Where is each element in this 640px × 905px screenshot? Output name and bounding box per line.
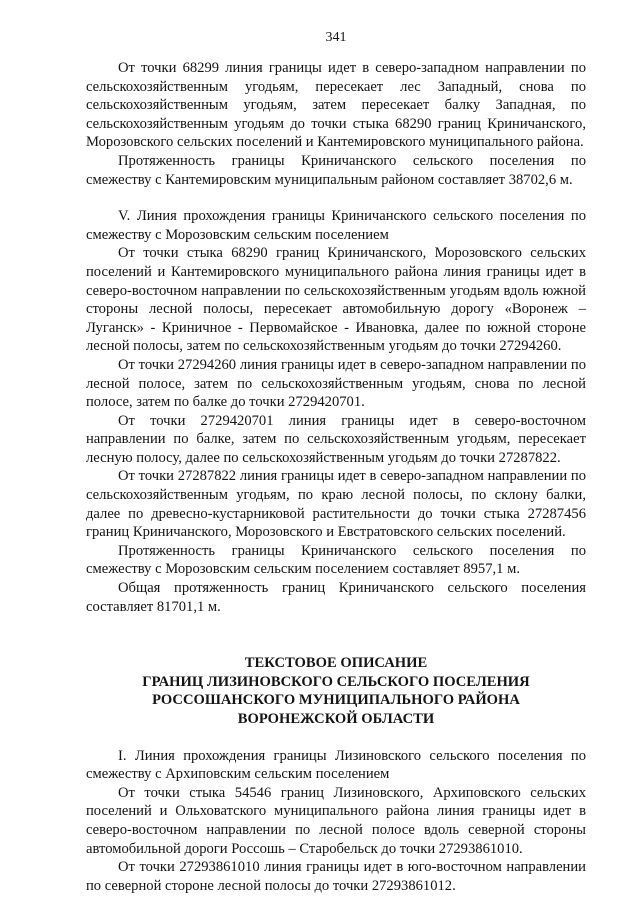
heading-line: ТЕКСТОВОЕ ОПИСАНИЕ [244,655,428,672]
paragraph: От точки стыка 54546 границ Лизиновского, Архиповского сельских поселений и Ольховатского муниципального района линия границы идет в северо-восточном направлении по лесной полосе вдоль северной стороны автомобильной дороги Россошь – Старобельск до точки 27293861010. [86,784,586,857]
heading-line: ВОРОНЕЖСКОЙ ОБЛАСТИ [237,711,435,727]
paragraph: Общая протяженность границ Криничанского сельского поселения составляет 81701,1 м. [86,580,586,615]
paragraph: От точки 27294260 линия границы идет в северо-западном направлении по лесной полосе, затем по сельскохозяйственным угодьям, снова по лесной полосе, затем по балке до точки 2729420701. [86,356,586,411]
paragraph: От точки 27293861010 линия границы идет в юго-восточном направлении по северной стороне лесной полосы до точки 27293861012. [86,859,586,894]
paragraph: Протяженность границы Криничанского сельского поселения по смежеству с Кантемировским муниципальным районом составляет 38702,6 м. [86,152,586,188]
heading-line: ГРАНИЦ ЛИЗИНОВСКОГО СЕЛЬСКОГО ПОСЕЛЕНИЯ [142,673,530,690]
spacer [86,729,586,747]
spacer [86,189,586,207]
section-v-title: V. Линия прохождения границы Криничанского сельского поселения по смежеству с Морозовским сельским поселением [86,208,586,243]
paragraph: От точки стыка 68290 границ Криничанского, Морозовского сельских поселений и Кантемировского муниципального района линия границы идет в северо-восточном направлении по сельскохозяйственным угодьям вдоль южной стороны лесной полосы, пересекает автомобильную дорогу «Воронеж – Луганск» - Криничное - Первомайское - Ивановка, далее по южной стороне лесной полосы, затем по сельскохозяйственным угодьям до точки 27294260. [86,245,586,355]
paragraph: Протяженность границы Криничанского сельского поселения по смежеству с Морозовским сельским поселением составляет 8957,1 м. [86,542,586,578]
document-page [86,30,586,895]
page-number: 341 [325,30,347,45]
spacer [86,616,586,654]
section-i-title: I. Линия прохождения границы Лизиновского сельского поселения по смежеству с Архиповским сельским поселением [86,747,586,783]
paragraph: От точки 27287822 линия границы идет в северо-западном направлении по сельскохозяйственным угодьям, по краю лесной полосы, по склону балки, далее по древесно-кустарниковой растительности до точки стыка 27287456 границ Криничанского, Морозовского и Евстратовского сельских поселений. [86,468,586,541]
paragraph: От точки 2729420701 линия границы идет в северо-восточном направлении по балке, затем по сельскохозяйственным угодьям, пересекает лесную полосу, далее по сельскохозяйственным угодьям до точки 27287822. [86,412,586,466]
paragraph: От точки 68299 линия границы идет в северо-западном направлении по сельскохозяйственным угодьям, пересекает лес Западный, снова по сельскохозяйственным угодьям, затем пересекает балку Западная, по сельскохозяйственным угодьям до точки стыка 68290 границ Криничанского, Морозовского сельских поселений и Кантемировского муниципального района. [86,60,586,151]
heading-line: РОССОШАНСКОГО МУНИЦИПАЛЬНОГО РАЙОНА [152,692,520,709]
section-heading [86,654,586,728]
